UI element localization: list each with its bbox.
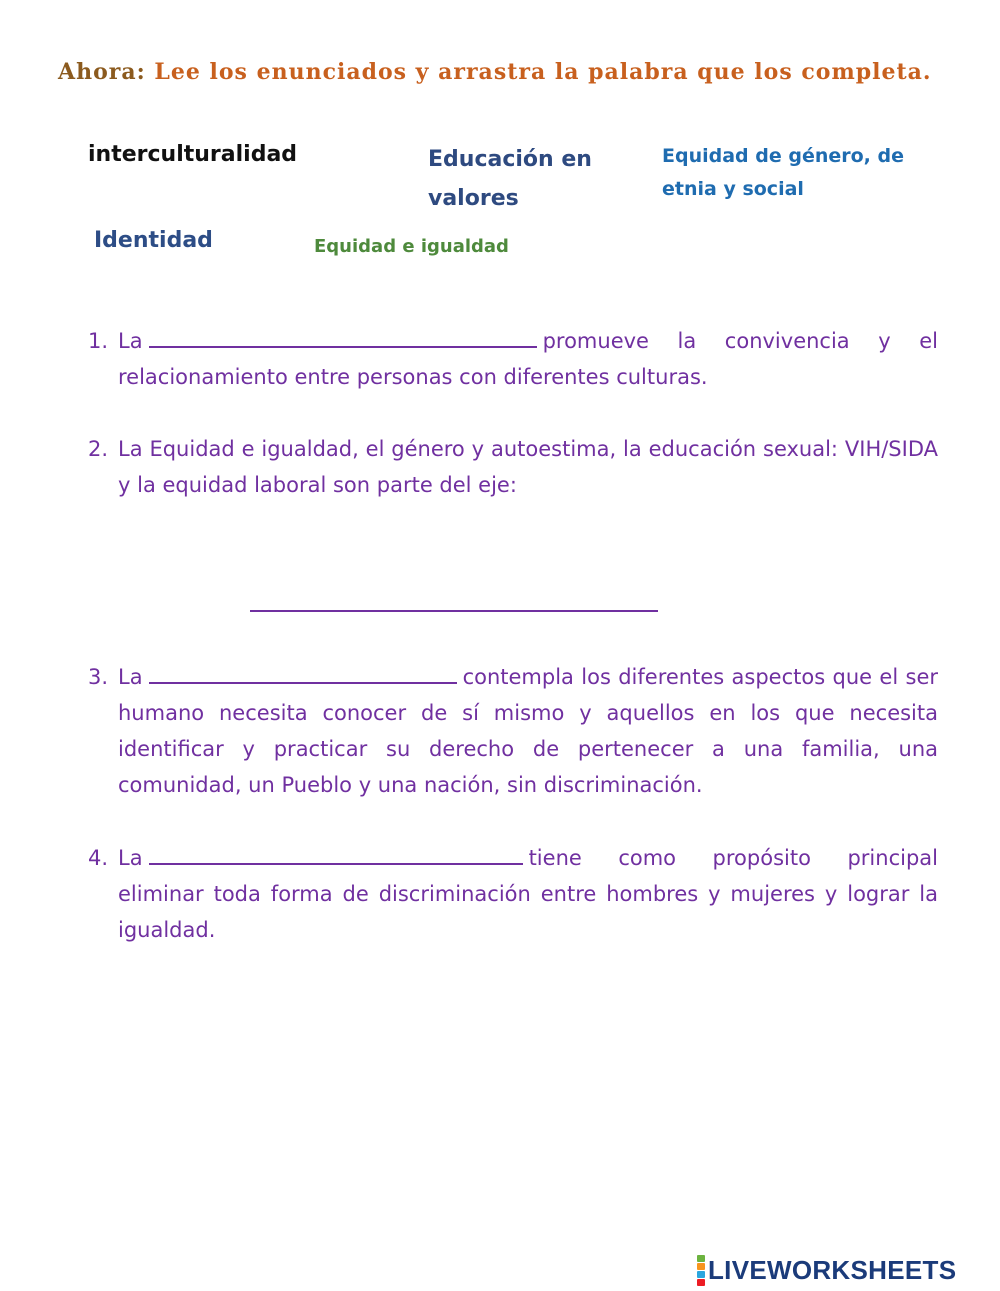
- question-text-after: tiene como propósito principal eliminar toda forma de discriminación entre hombres y mujeres y lograr la igualdad.: [118, 846, 938, 942]
- question-number: 1.: [88, 329, 109, 353]
- question-1: [88, 323, 938, 395]
- question-text-after: contempla los diferentes aspectos que el ser humano necesita conocer de sí mismo y aquellos en los que necesita identificar y practicar su derecho de pertenecer a una familia, una comunidad, un Pueblo y una nación, sin discriminación.: [118, 665, 938, 797]
- instruction-header: [58, 58, 938, 87]
- draggable-word-equidad-genero-etnia-social[interactable]: Equidad de género, de etnia y social: [662, 145, 904, 200]
- logo-blocks-icon: [697, 1255, 705, 1286]
- draggable-word-educacion-en-valores[interactable]: Educación en valores: [428, 147, 592, 211]
- question-3: [88, 659, 938, 803]
- question-number: 2.: [88, 437, 109, 461]
- drop-blank-4[interactable]: [149, 841, 523, 865]
- question-text: La Equidad e igualdad, el género y autoestima, la educación sexual: VIH/SIDA y la equidad laboral son parte del eje:: [118, 437, 938, 497]
- draggable-word-interculturalidad[interactable]: interculturalidad: [88, 142, 298, 167]
- instruction-lead: Ahora:: [58, 59, 146, 85]
- brand-name: LIVEWORKSHEETS: [708, 1254, 957, 1285]
- instruction-text: Lee los enunciados y arrastra la palabra que los completa.: [154, 59, 932, 85]
- liveworksheets-logo: [697, 1255, 956, 1285]
- question-text-before: La: [118, 846, 143, 870]
- draggable-word-equidad-e-igualdad[interactable]: Equidad e igualdad: [314, 236, 509, 257]
- question-text-before: La: [118, 329, 143, 353]
- question-number: 3.: [88, 665, 109, 689]
- question-4: [88, 840, 938, 948]
- drop-blank-3[interactable]: [149, 660, 457, 684]
- drop-blank-1[interactable]: [149, 324, 537, 348]
- draggable-word-identidad[interactable]: Identidad: [94, 228, 213, 253]
- question-text-after: promueve la convivencia y el relacionamiento entre personas con diferentes culturas.: [118, 329, 938, 389]
- drop-blank-2[interactable]: [250, 588, 658, 612]
- question-2: [88, 431, 938, 503]
- question-text-before: La: [118, 665, 143, 689]
- question-number: 4.: [88, 846, 109, 870]
